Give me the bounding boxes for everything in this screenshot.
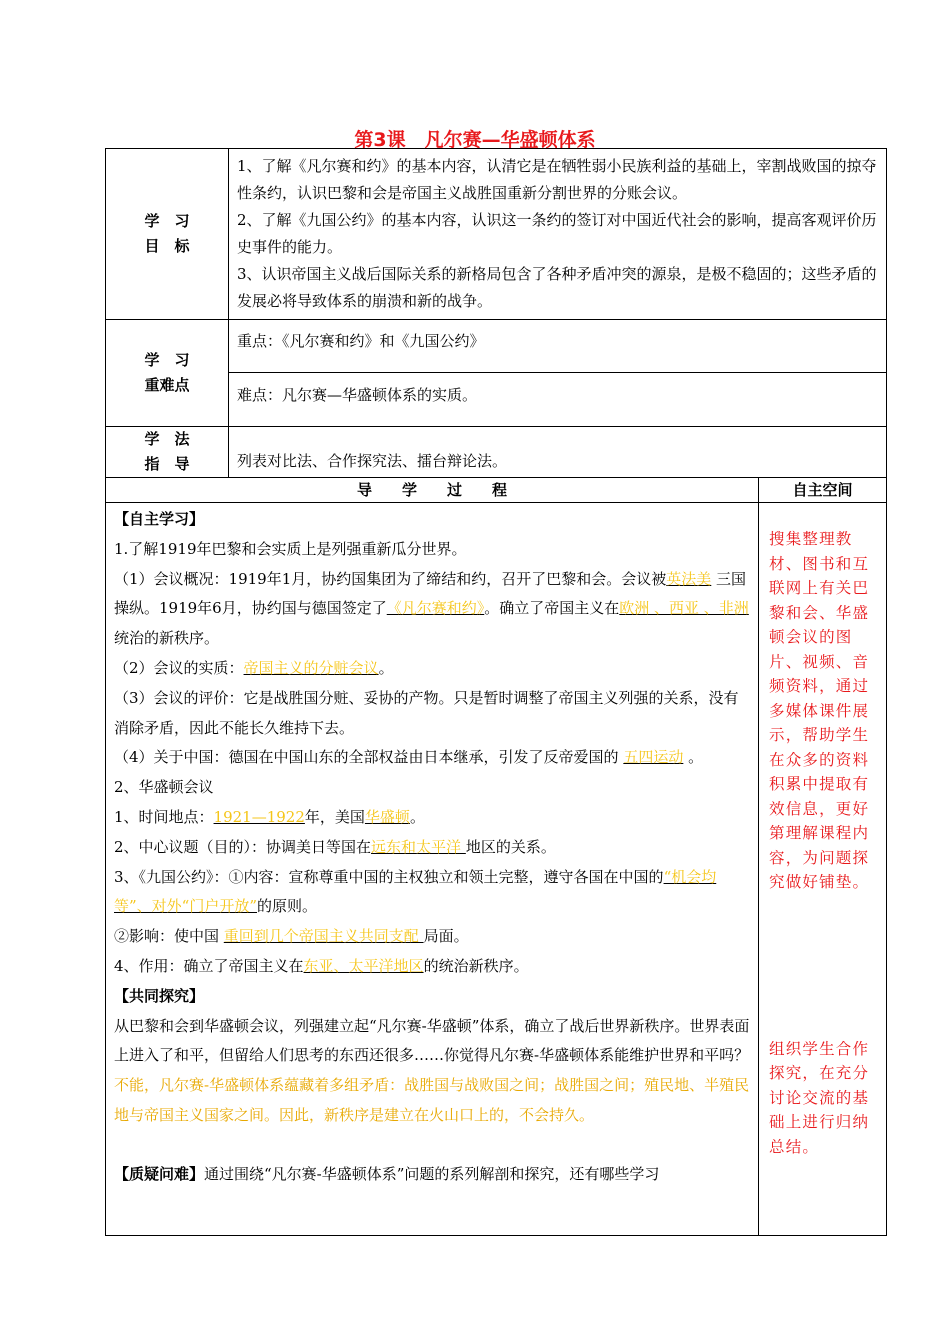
p5-text-a: （4）关于中国：德国在中国山东的全部权益由日本继承，引发了反帝爱国的: [114, 748, 624, 767]
goals-label-line1: 学 习: [144, 212, 190, 230]
fill-blank-1: 英法美: [666, 569, 712, 588]
goal-1: 1、了解《凡尔赛和约》的基本内容，认清它是在牺牲弱小民族利益的基础上，宰割战败国的掠夺性条约，认识巴黎和会是帝国主义战胜国重新分割世界的分账会议。: [237, 157, 877, 202]
p11-text-b: 的统治新秩序。: [423, 956, 529, 975]
question: 从巴黎和会到华盛顿会议，列强建立起“凡尔赛-华盛顿”体系，确立了战后世界新秩序。世界表面上进入了和平，但留给人们思考的东西还很多……你觉得凡尔赛-华盛顿体系能维护世界和平吗？: [114, 1016, 750, 1065]
answer: 不能，凡尔赛-华盛顿体系蕴藏着多组矛盾：战胜国与战败国之间；战胜国之间；殖民地、半殖民地与帝国主义国家之间。因此，新秩序是建立在火山口上的，不会持久。: [114, 1076, 750, 1124]
p10-text-b: 局面。: [423, 927, 469, 946]
paragraph-1: 1.了解1919年巴黎和会实质上是列强重新瓜分世界。: [114, 539, 467, 558]
method-text: 列表对比法、合作探究法、擂台辩论法。: [237, 452, 508, 470]
paragraph-2: [114, 565, 750, 654]
fill-blank-9: “机会均等”、对外“门户开放”: [114, 867, 717, 916]
keypoints-label: [106, 320, 229, 427]
p2-text-c: 。确立了帝国主义在: [484, 599, 620, 618]
paragraph-4: （3）会议的评价：它是战胜国分赃、妥协的产物。只是暂时调整了帝国主义列强的关系，没有消除矛盾，因此不能长久维持下去。: [114, 688, 739, 737]
keypoints-label-line1: 学 习: [144, 351, 190, 369]
side-note-2: 组织学生合作探究，在充分讨论交流的基础上进行归纳总结。: [769, 1039, 870, 1156]
fill-blank-7: 华盛顿: [364, 807, 410, 826]
method-row: [106, 427, 887, 478]
goals-label: [106, 149, 229, 320]
p8-text-b: 地区的关系。: [465, 837, 556, 856]
p9-text-b: 的原则。: [257, 897, 318, 916]
side-space: [759, 503, 887, 1236]
focus-cell: [229, 320, 887, 373]
page-title: 第3课 凡尔赛—华盛顿体系: [354, 129, 596, 151]
goals-label-line2: 目 标: [144, 237, 190, 255]
paragraph-8: [114, 833, 750, 863]
method-cell: [229, 427, 887, 478]
lesson-table: [105, 148, 887, 1236]
fill-blank-6: 1921—1922: [213, 807, 305, 826]
process-body-row: [106, 503, 887, 1236]
p8-text-a: 2、中心议题（目的）：协调美日等国在: [114, 837, 372, 856]
fill-blank-8: 远东和太平洋: [371, 837, 466, 856]
p3-text-a: （2）会议的实质：: [114, 658, 244, 677]
goal-2: 2、了解《九国公约》的基本内容，认识这一条约的签订对中国近代社会的影响，提高客观评价历史事件的能力。: [237, 211, 877, 256]
keypoints-label-line2: 重难点: [144, 376, 190, 394]
fill-blank-4: 帝国主义的分赃会议: [243, 658, 379, 677]
self-study-heading: 【自主学习】: [114, 510, 205, 528]
cooperate-heading: 【共同探究】: [114, 986, 205, 1005]
goals-row: [106, 149, 887, 320]
method-label: [106, 427, 229, 478]
method-label-line2: 指 导: [144, 455, 190, 473]
p7-text-b: 年，美国: [304, 807, 365, 826]
focus-text: 重点：《凡尔赛和约》和《九国公约》: [237, 332, 485, 350]
p7-text-a: 1、时间地点：: [114, 807, 214, 826]
p3-text-b: 。: [378, 658, 394, 677]
goals-content: [229, 149, 887, 320]
p2-text-d: 统治的新秩序。: [114, 629, 220, 648]
paragraph-11: [114, 952, 750, 982]
process-header-row: [106, 478, 887, 503]
doubt-paragraph: [114, 1160, 750, 1190]
p2-text-a: （1）会议概况：1919年1月，协约国集团为了缔结和约，召开了巴黎和会。会议被: [114, 569, 667, 588]
paragraph-5: [114, 743, 750, 773]
paragraph-7: [114, 803, 750, 833]
fill-blank-5: 五四运动: [623, 748, 684, 767]
process-header: 导 学 过 程: [106, 478, 759, 503]
p11-text-a: 4、作用：确立了帝国主义在: [114, 956, 304, 975]
paragraph-9: [114, 863, 750, 923]
fill-blank-2: 《凡尔赛和约》: [386, 599, 485, 618]
side-note-1: 搜集整理教材、图书和互联网上有关巴黎和会、华盛顿会议的图片、视频、音频资料，通过多媒体课件展示，帮助学生在众多的资料积累中提取有效信息，更好第理解课程内容，为问题探究做好铺垫。: [769, 530, 870, 891]
doubt-heading: 【质疑问难】: [114, 1164, 205, 1183]
paragraph-10: [114, 922, 750, 952]
paragraph-6: 2、华盛顿会议: [114, 778, 214, 797]
doubt-text: 通过围绕“凡尔赛-华盛顿体系”问题的系列解剖和探究，还有哪些学习: [204, 1164, 660, 1183]
paragraph-3: [114, 654, 750, 684]
spacer: [114, 1131, 750, 1160]
difficulty-cell: [229, 373, 887, 427]
difficulty-text: 难点：凡尔赛—华盛顿体系的实质。: [237, 386, 478, 404]
fill-blank-10: 重回到几个帝国主义共同支配: [223, 927, 424, 946]
method-label-line1: 学 法: [144, 430, 190, 448]
p5-text-b: 。: [683, 748, 704, 767]
fill-blank-3: 欧洲 、西亚 、非洲: [619, 599, 749, 618]
keypoints-row-focus: [106, 320, 887, 373]
p9-text-a: 3、《九国公约》：①内容：宣称尊重中国的主权独立和领土完整，遵守各国在中国的: [114, 867, 664, 886]
p10-text-a: ②影响：使中国: [114, 927, 224, 946]
space-header: 自主空间: [759, 478, 887, 503]
p7-text-c: 。: [409, 807, 425, 826]
process-body: [106, 503, 759, 1236]
goal-3: 3、认识帝国主义战后国际关系的新格局包含了各种矛盾冲突的源泉，是极不稳固的；这些矛盾的发展必将导致体系的崩溃和新的战争。: [237, 265, 877, 310]
fill-blank-11: 东亚、太平洋地区: [303, 956, 424, 975]
p2-text-b: 三国操纵。1919年6月，协约国与德国签定了: [114, 569, 747, 618]
